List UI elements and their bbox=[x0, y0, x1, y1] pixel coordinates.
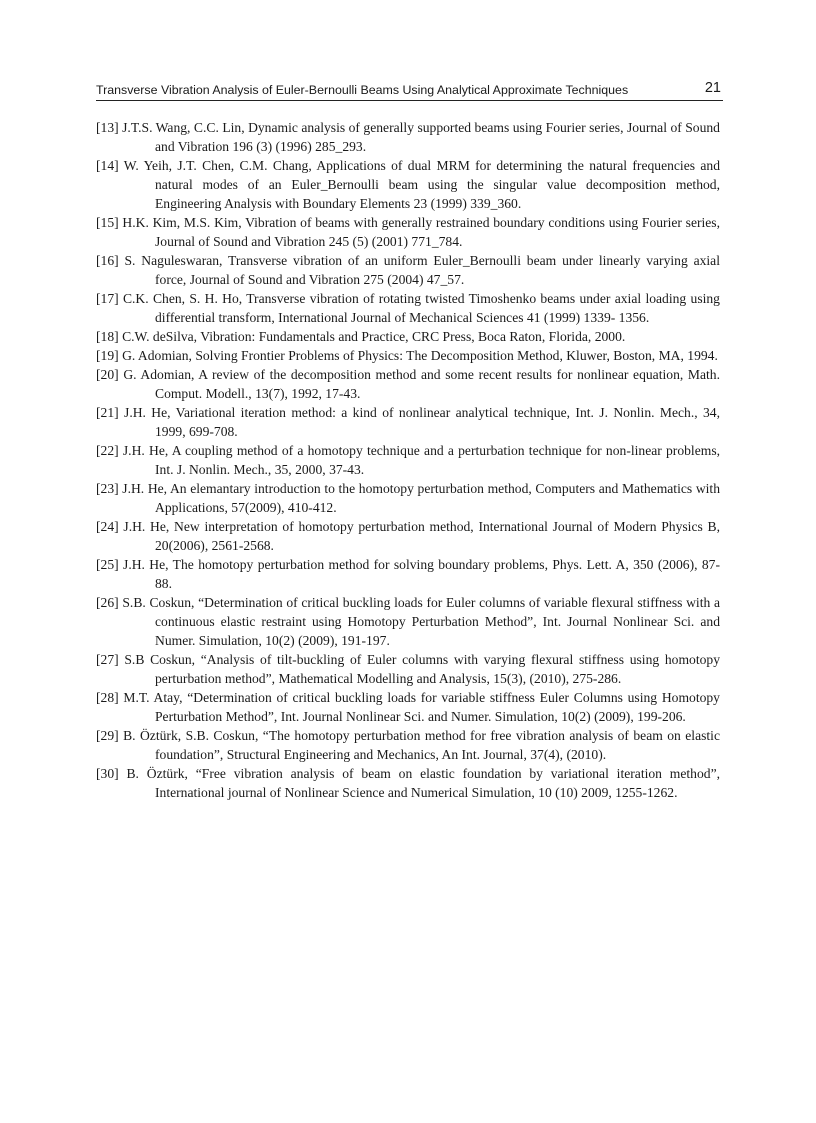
reference-number: [29] bbox=[96, 728, 119, 743]
reference-text: W. Yeih, J.T. Chen, C.M. Chang, Applications of dual MRM for determining the natural frequencies and natural modes of an Euler_Bernoulli beam using the singular value decomposition method, Engineering Analysis with Boundary Elements 23 (1999) 339_360. bbox=[123, 158, 721, 211]
reference-text: J.H. He, The homotopy perturbation method for solving boundary problems, Phys. Lett. A, 350 (2006), 87-88. bbox=[123, 557, 720, 591]
reference-number: [23] bbox=[96, 481, 119, 496]
reference-item bbox=[96, 764, 720, 802]
reference-list bbox=[96, 118, 720, 802]
reference-number: [27] bbox=[96, 652, 119, 667]
reference-text: C.W. deSilva, Vibration: Fundamentals and Practice, CRC Press, Boca Raton, Florida, 2000. bbox=[122, 329, 626, 344]
reference-text: S.B. Coskun, “Determination of critical buckling loads for Euler columns of variable flexural stiffness with a continuous elastic restraint using Homotopy Perturbation Method”, Int. Journal Nonlinear Sci. and Numer. Simulation, 10(2) (2009), 191-197. bbox=[122, 595, 720, 648]
reference-item bbox=[96, 213, 720, 251]
reference-item bbox=[96, 289, 720, 327]
reference-text: J.H. He, Variational iteration method: a kind of nonlinear analytical technique, Int. J. Nonlin. Mech., 34, 1999, 699-708. bbox=[124, 405, 720, 439]
reference-item bbox=[96, 593, 720, 650]
reference-number: [17] bbox=[96, 291, 119, 306]
reference-number: [28] bbox=[96, 690, 119, 705]
reference-text: J.H. He, New interpretation of homotopy perturbation method, International Journal of Modern Physics B, 20(2006), 2561-2568. bbox=[123, 519, 720, 553]
reference-text: G. Adomian, A review of the decomposition method and some recent results for nonlinear equation, Math. Comput. Modell., 13(7), 1992, 17-43. bbox=[123, 367, 720, 401]
reference-text: J.H. He, An elemantary introduction to the homotopy perturbation method, Computers and Mathematics with Applications, 57(2009), 410-412. bbox=[122, 481, 720, 515]
page-number: 21 bbox=[704, 80, 721, 96]
reference-text: M.T. Atay, “Determination of critical buckling loads for variable stiffness Euler Columns using Homotopy Perturbation Method”, Int. Journal Nonlinear Sci. and Numer. Simulation, 10(2) (2009), 199-206. bbox=[123, 690, 720, 724]
reference-text: G. Adomian, Solving Frontier Problems of Physics: The Decomposition Method, Kluwer, Boston, MA, 1994. bbox=[122, 348, 718, 363]
reference-number: [24] bbox=[96, 519, 119, 534]
reference-item bbox=[96, 403, 720, 441]
reference-text: J.H. He, A coupling method of a homotopy technique and a perturbation technique for non-linear problems, Int. J. Nonlin. Mech., 35, 2000, 37-43. bbox=[122, 443, 721, 477]
reference-item bbox=[96, 346, 720, 365]
reference-item bbox=[96, 156, 720, 213]
reference-number: [15] bbox=[96, 215, 119, 230]
reference-item bbox=[96, 251, 720, 289]
reference-number: [22] bbox=[96, 443, 119, 458]
reference-number: [25] bbox=[96, 557, 119, 572]
reference-item bbox=[96, 118, 720, 156]
reference-item bbox=[96, 650, 720, 688]
reference-number: [13] bbox=[96, 120, 119, 135]
reference-number: [21] bbox=[96, 405, 119, 420]
reference-text: C.K. Chen, S. H. Ho, Transverse vibration of rotating twisted Timoshenko beams under axial loading using differential transform, International Journal of Mechanical Sciences 41 (1999) 1339- 1356. bbox=[122, 291, 720, 325]
running-header bbox=[96, 80, 723, 101]
reference-number: [18] bbox=[96, 329, 119, 344]
reference-number: [16] bbox=[96, 253, 119, 268]
reference-text: S.B Coskun, “Analysis of tilt-buckling of Euler columns with varying flexural stiffness using homotopy perturbation method”, Mathematical Modelling and Analysis, 15(3), (2010), 275-286. bbox=[124, 652, 720, 686]
reference-item bbox=[96, 555, 720, 593]
reference-item bbox=[96, 517, 720, 555]
reference-number: [14] bbox=[96, 158, 119, 173]
reference-text: B. Öztürk, “Free vibration analysis of beam on elastic foundation by variational iteration method”, International journal of Nonlinear Science and Numerical Simulation, 10 (10) 2009, 1255-1262. bbox=[126, 766, 720, 800]
reference-item bbox=[96, 726, 720, 764]
reference-item bbox=[96, 365, 720, 403]
reference-item bbox=[96, 688, 720, 726]
reference-item bbox=[96, 327, 720, 346]
reference-text: H.K. Kim, M.S. Kim, Vibration of beams with generally restrained boundary conditions using Fourier series, Journal of Sound and Vibration 245 (5) (2001) 771_784. bbox=[122, 215, 720, 249]
running-header-title: Transverse Vibration Analysis of Euler-Bernoulli Beams Using Analytical Approximate Techniques bbox=[96, 83, 629, 97]
reference-number: [26] bbox=[96, 595, 119, 610]
reference-number: [19] bbox=[96, 348, 119, 363]
reference-number: [30] bbox=[96, 766, 119, 781]
reference-text: S. Naguleswaran, Transverse vibration of an uniform Euler_Bernoulli beam under linearly varying axial force, Journal of Sound and Vibration 275 (2004) 47_57. bbox=[124, 253, 720, 287]
reference-item bbox=[96, 441, 720, 479]
reference-text: B. Öztürk, S.B. Coskun, “The homotopy perturbation method for free vibration analysis of beam on elastic foundation”, Structural Engineering and Mechanics, An Int. Journal, 37(4), (2010). bbox=[123, 728, 720, 762]
reference-item bbox=[96, 479, 720, 517]
reference-text: J.T.S. Wang, C.C. Lin, Dynamic analysis of generally supported beams using Fourier series, Journal of Sound and Vibration 196 (3) (1996) 285_293. bbox=[122, 120, 720, 154]
reference-number: [20] bbox=[96, 367, 119, 382]
